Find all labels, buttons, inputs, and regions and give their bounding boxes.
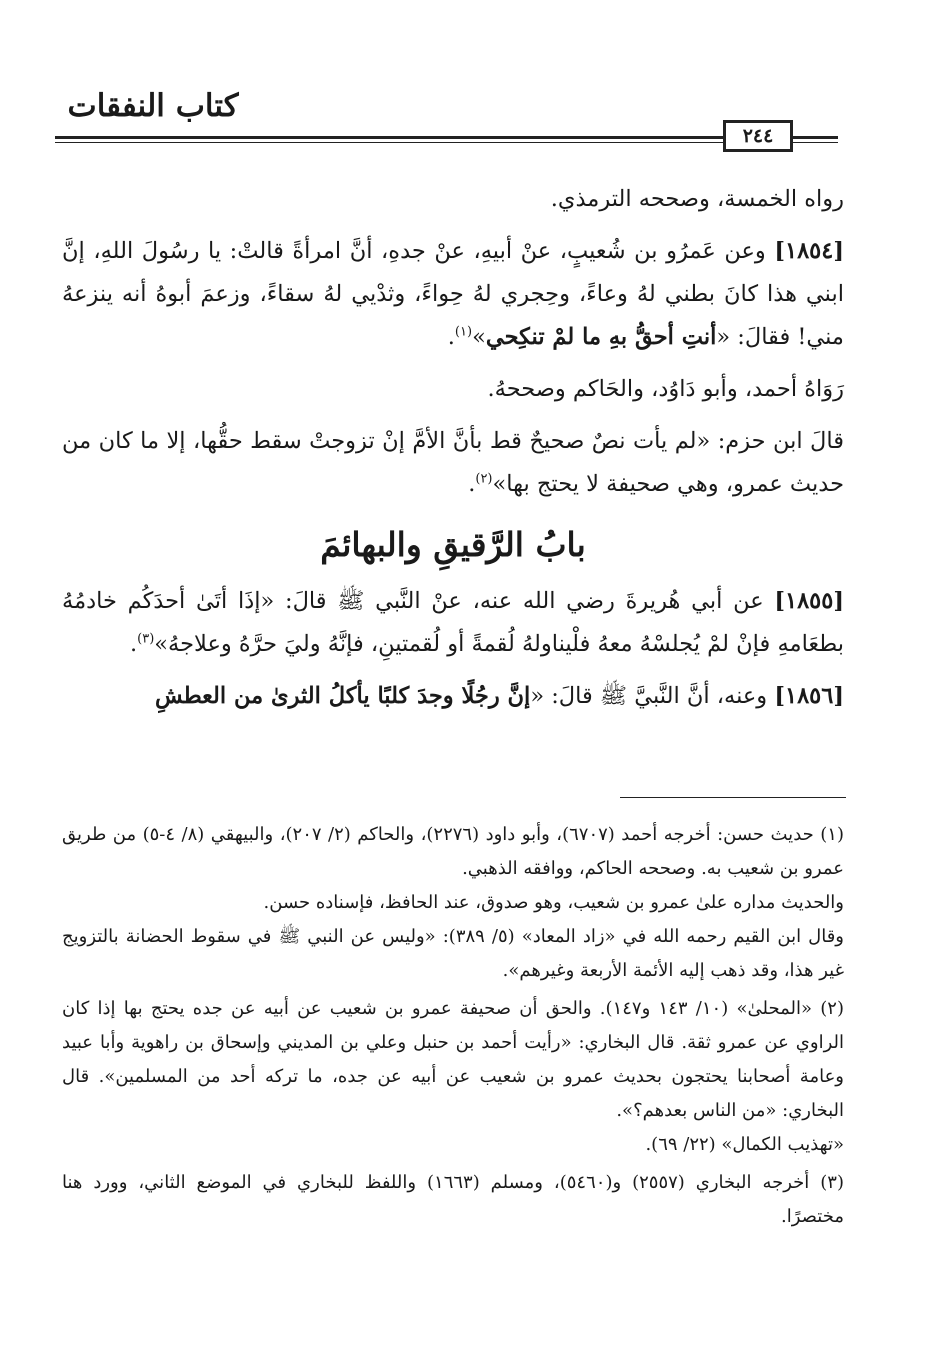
- hadith-number: [١٨٥٤]: [774, 238, 844, 264]
- hadith-quote: أنتِ أحقُّ بهِ ما لمْ تنكِحي: [485, 324, 717, 350]
- page-number: ٢٤٤: [723, 120, 793, 152]
- quote-close: »: [472, 324, 486, 350]
- period: .: [447, 324, 455, 350]
- hadith-number: [١٨٥٥]: [774, 588, 844, 614]
- hadith-number: [١٨٥٦]: [774, 683, 844, 709]
- footnote-ref: (٣): [137, 631, 155, 647]
- footnote-3: (٣) أخرجه البخاري (٢٥٥٧) و(٥٤٦٠)، ومسلم (١٦٦٣) واللفظ للبخاري في الموضع الثاني، وورد هنا مختصرًا.: [62, 1172, 844, 1227]
- footnotes: [62, 818, 844, 1234]
- footnote-ref: (٢): [475, 471, 493, 487]
- hadith-quote: إنَّ رجُلًا وجدَ كلبًا يأكلُ الثرىٰ من العطشِ: [155, 683, 531, 709]
- paragraph-narrators: رَوَاهُ أحمد، وأبو دَاوُد، والحَاكم وصححهُ.: [487, 376, 844, 402]
- footnote-2-cont: «تهذيب الكمال» (٢٢/ ٦٩).: [645, 1134, 844, 1155]
- hadith-text: عن أبي هُريرةَ رضي الله عنه، عنْ النَّبي ﷺ قالَ: «إذَا أتَىٰ أحدَكُم خادمُهُ بطعَامهِ فإنْ لمْ يُجلسْهُ معهُ فلْيناولهُ لُقمةً أو لُقمتينِ، فإنَّهُ وليَ حرَّهُ وعلاجهُ»: [62, 588, 844, 657]
- page-header: [55, 88, 838, 168]
- footnote-ref: (١): [454, 324, 473, 340]
- section-heading: بابُ الرَّقيقِ والبهائمَ: [320, 525, 586, 564]
- period: .: [468, 471, 476, 497]
- hadith-text: وعن عَمرُو بن شُعيبٍ، عنْ أبيهِ، عنْ جدهِ، أنَّ امرأةً قالتْ: يا رسُولَ اللهِ، إنَّ ابني هذا كانَ بطني لهُ وعاءً، وحِجري لهُ حِواءً، وثدْيي لهُ سقاءً، وزعمَ أبوهُ أنه ينزعهُ مني! فقالَ: «: [62, 238, 844, 350]
- hadith-1856: [62, 675, 844, 718]
- main-text: [62, 178, 844, 718]
- footnote-1-cont: وقال ابن القيم رحمه الله في «زاد المعاد» (٥/ ٣٨٩): «وليس عن النبي ﷺ في سقوط الحضانة بالتزويج غير هذا، وقد ذهب إليه الأئمة الأربعة وغيرهم».: [62, 926, 844, 981]
- footnote-1-cont: والحديث مداره علىٰ عمرو بن شعيب، وهو صدوق، عند الحافظ، فإسناده حسن.: [263, 892, 844, 913]
- paragraph-source: رواه الخمسة، وصححه الترمذي.: [550, 186, 844, 212]
- footnote-1: (١) حديث حسن: أخرجه أحمد (٦٧٠٧)، وأبو داود (٢٢٧٦)، والحاكم (٢/ ٢٠٧)، والبيهقي (٨/ ٤-٥) من طريق عمرو بن شعيب به. وصححه الحاكم، ووافقه الذهبي.: [62, 824, 844, 879]
- header-rule-thin: [55, 142, 838, 143]
- footnote-2: (٢) «المحلىٰ» (١٠/ ١٤٣ و١٤٧). والحق أن صحيفة عمرو بن شعيب عن أبيه عن جده يحتج بها إذا كان الراوي عن عمرو ثقة. قال البخاري: «رأيت أحمد بن حنبل وعلي بن المديني وإسحاق بن راهوية وأبا عبيد وعامة أصحابنا يحتجون بحديث عمرو بن شعيب عن أبيه عن جده، ما تركه أحد من المسلمين». قال البخاري: «من الناس بعدهم؟».: [62, 998, 844, 1121]
- ibn-hazm-text: قالَ ابن حزم: «لم يأت نصٌ صحيحٌ قط بأنَّ الأمَّ إنْ تزوجتْ سقط حقُّها، إلا ما كان من حديث عمرو، وهي صحيفة لا يحتج بها»: [62, 428, 844, 497]
- footnote-separator: [620, 797, 846, 798]
- period: .: [129, 631, 138, 657]
- book-title: كتاب النفقات: [67, 88, 239, 124]
- hadith-text: وعنه، أنَّ النَّبيَّ ﷺ قالَ: «: [530, 683, 775, 709]
- paragraph-ibn-hazm: [62, 420, 844, 506]
- hadith-1854: [62, 230, 844, 359]
- hadith-1855: [62, 580, 844, 666]
